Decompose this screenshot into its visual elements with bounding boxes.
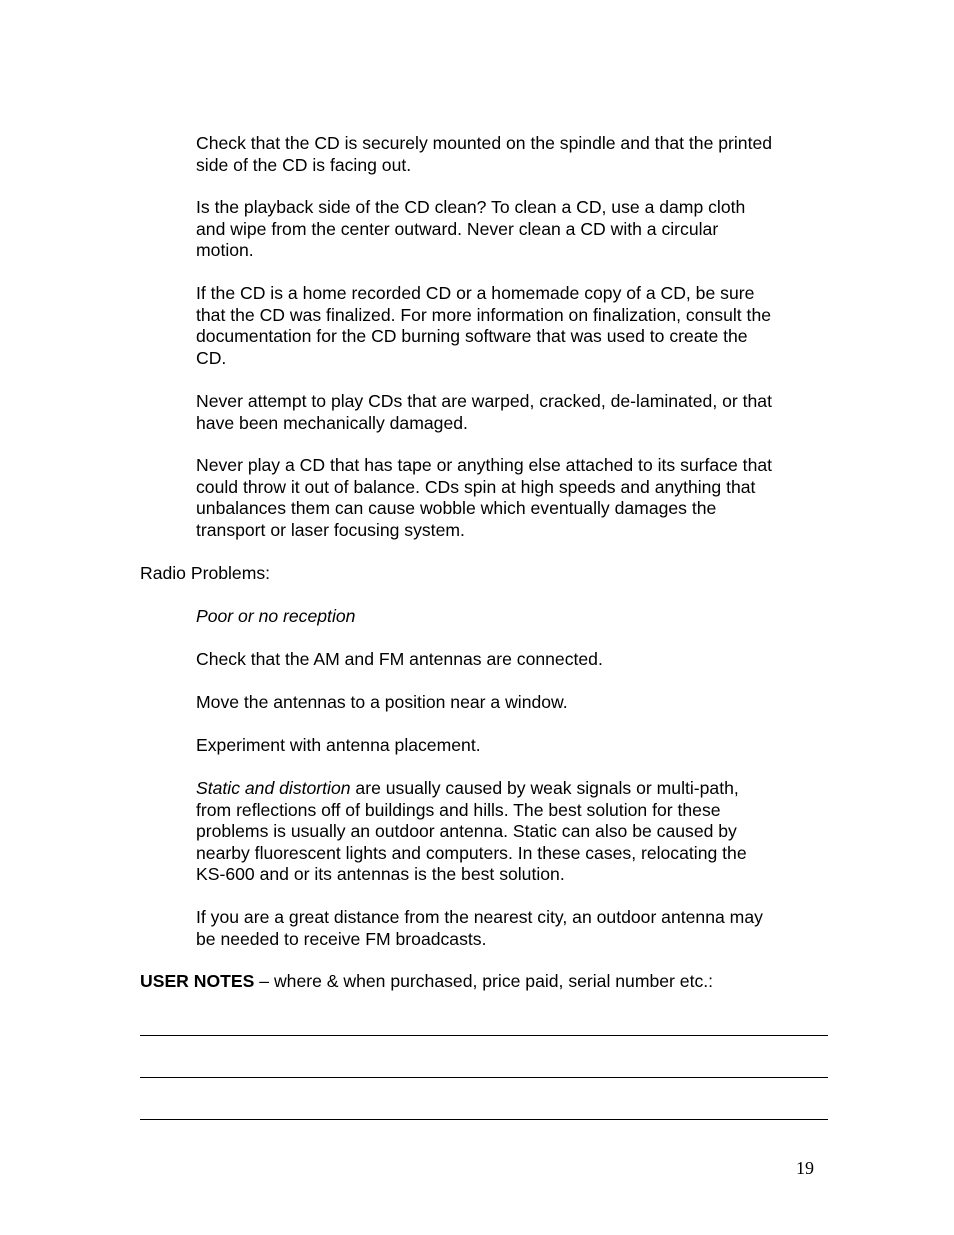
text-line: If you are a great distance from the nearest city, an outdoor antenna may <box>196 907 763 927</box>
user-notes-heading <box>140 971 830 993</box>
text-line: motion. <box>196 240 254 261</box>
text-line: could throw it out of balance. CDs spin at high speeds and anything that <box>196 476 756 497</box>
text-line: KS-600 and or its antennas is the best solution. <box>196 864 565 885</box>
text-line: Experiment with antenna placement. <box>196 735 481 755</box>
text-line: Move the antennas to a position near a window. <box>196 692 568 712</box>
text-line: be needed to receive FM broadcasts. <box>196 928 487 949</box>
cd-balance-paragraph <box>196 455 826 541</box>
antenna-connected-tip <box>196 649 826 671</box>
antenna-window-tip <box>196 692 826 714</box>
text-line: documentation for the CD burning software that was used to create the <box>196 326 748 347</box>
user-notes-label: USER NOTES <box>140 971 255 991</box>
text-line: unbalances them can cause wobble which eventually damages the <box>196 498 717 519</box>
cd-damaged-paragraph <box>196 391 826 434</box>
text-line: have been mechanically damaged. <box>196 412 468 433</box>
poor-reception-subheading <box>196 606 826 628</box>
radio-problems-heading <box>140 563 830 585</box>
heading-text: Radio Problems: <box>140 563 271 583</box>
text-line: and wipe from the center outward. Never clean a CD with a circular <box>196 218 719 239</box>
text-line: Check that the CD is securely mounted on the spindle and that the printed <box>196 133 773 153</box>
cd-finalized-paragraph <box>196 283 826 369</box>
distance-antenna-paragraph <box>196 907 826 950</box>
text-line: If the CD is a home recorded CD or a homemade copy of a CD, be sure <box>196 283 755 303</box>
notes-writing-line-3 <box>140 1119 828 1120</box>
static-distortion-term: Static and distortion <box>196 778 351 798</box>
notes-writing-line-2 <box>140 1077 828 1078</box>
text-line: Never play a CD that has tape or anything else attached to its surface that <box>196 455 773 475</box>
text-line: Is the playback side of the CD clean? To clean a CD, use a damp cloth <box>196 197 746 217</box>
text-line: problems is usually an outdoor antenna. Static can also be caused by <box>196 821 737 842</box>
cd-mount-paragraph <box>196 133 826 176</box>
notes-writing-line-1 <box>140 1035 828 1036</box>
text-line: CD. <box>196 347 227 368</box>
text-line: from reflections off of buildings and hills. The best solution for these <box>196 799 721 820</box>
static-distortion-paragraph <box>196 778 826 886</box>
user-notes-description: – where & when purchased, price paid, serial number etc.: <box>254 971 714 991</box>
antenna-placement-tip <box>196 735 826 757</box>
page-number: 19 <box>796 1158 814 1178</box>
subheading-text: Poor or no reception <box>196 606 356 626</box>
text-line: transport or laser focusing system. <box>196 519 465 540</box>
text-fragment: are usually caused by weak signals or multi-path, <box>350 778 739 798</box>
text-line <box>196 778 826 800</box>
text-line <box>140 971 830 993</box>
text-line: side of the CD is facing out. <box>196 154 412 175</box>
cd-clean-paragraph <box>196 197 826 262</box>
text-line: that the CD was finalized. For more information on finalization, consult the <box>196 304 772 325</box>
text-line: Check that the AM and FM antennas are connected. <box>196 649 603 669</box>
text-line: Never attempt to play CDs that are warped, cracked, de-laminated, or that <box>196 391 772 411</box>
text-line: nearby fluorescent lights and computers. In these cases, relocating the <box>196 842 747 863</box>
